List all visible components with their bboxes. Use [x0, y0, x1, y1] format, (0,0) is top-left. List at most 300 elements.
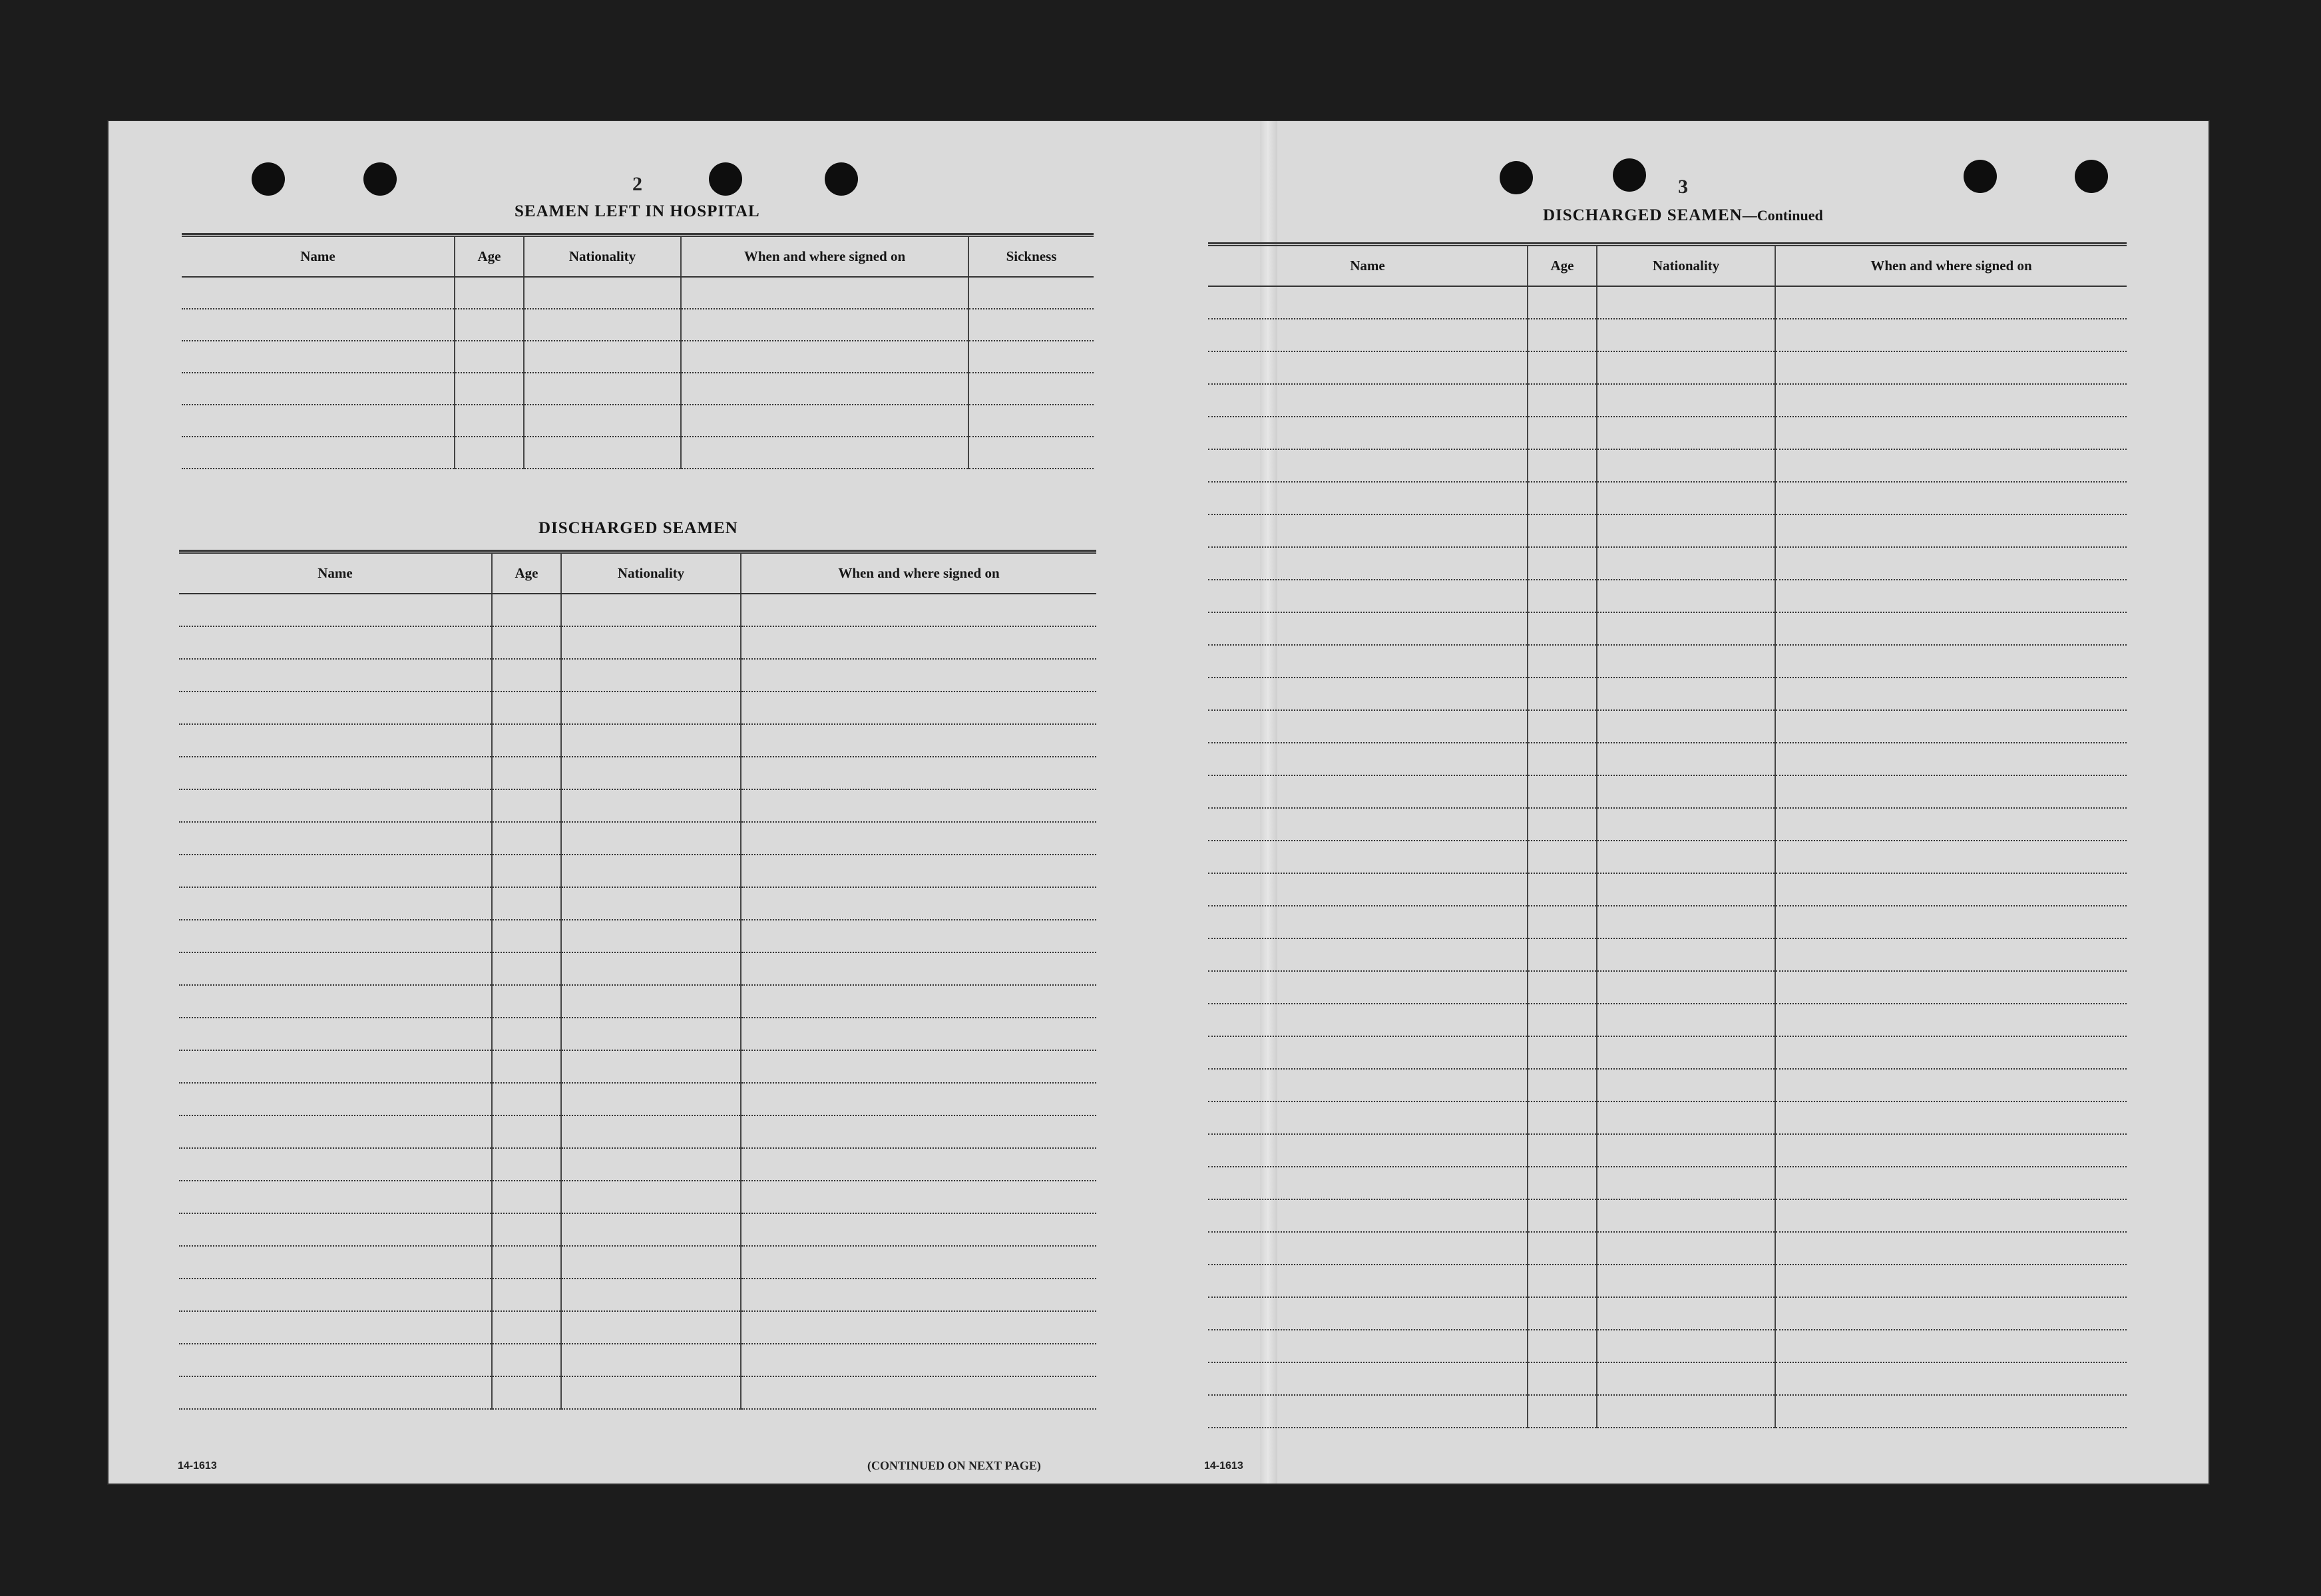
blank-cell [179, 594, 492, 626]
left-page [108, 121, 1154, 1484]
punch-hole [825, 162, 858, 196]
blank-cell [561, 594, 741, 626]
blank-cell [561, 1115, 741, 1148]
table-row [1208, 351, 2127, 384]
blank-cell [1208, 1004, 1528, 1036]
blank-cell [492, 626, 561, 659]
blank-cell [1597, 710, 1775, 743]
blank-cell [1775, 1167, 2127, 1199]
blank-cell [492, 1311, 561, 1344]
blank-cell [1528, 612, 1597, 645]
blank-cell [1775, 938, 2127, 971]
blank-cell [1597, 612, 1775, 645]
blank-cell [1775, 971, 2127, 1004]
blank-cell [524, 437, 681, 469]
blank-cell [1208, 841, 1528, 873]
table-row [1208, 808, 2127, 841]
blank-cell [524, 341, 681, 373]
column-header: When and where signed on [681, 237, 968, 277]
column-header: Nationality [561, 554, 741, 594]
blank-cell [741, 1344, 1096, 1376]
blank-cell [1775, 449, 2127, 482]
blank-cell [1597, 1362, 1775, 1395]
table-row [182, 373, 1094, 405]
blank-cell [1775, 645, 2127, 678]
blank-cell [1528, 775, 1597, 808]
right-page [1167, 121, 2205, 1484]
blank-cell [492, 1083, 561, 1115]
column-header: Age [455, 237, 524, 277]
blank-cell [741, 1213, 1096, 1246]
table-row [1208, 482, 2127, 514]
blank-cell [1208, 1297, 1528, 1330]
blank-cell [561, 757, 741, 789]
blank-cell [179, 1181, 492, 1213]
blank-cell [492, 1050, 561, 1083]
blank-cell [1208, 319, 1528, 351]
table-row [1208, 1167, 2127, 1199]
table-row [179, 1376, 1096, 1409]
blank-cell [741, 985, 1096, 1018]
blank-cell [1208, 873, 1528, 906]
blank-cell [1775, 841, 2127, 873]
discharged-continued-title [1543, 206, 1823, 225]
table-row [179, 1115, 1096, 1148]
blank-cell [1528, 1167, 1597, 1199]
table-row [1208, 645, 2127, 678]
blank-cell [561, 1083, 741, 1115]
table-row [1208, 612, 2127, 645]
blank-cell [1208, 1395, 1528, 1428]
blank-cell [492, 920, 561, 952]
blank-cell [1528, 873, 1597, 906]
blank-cell [1208, 384, 1528, 417]
blank-cell [968, 341, 1094, 373]
blank-cell [1775, 710, 2127, 743]
blank-cell [1775, 1395, 2127, 1428]
blank-cell [1528, 351, 1597, 384]
table-row [1208, 678, 2127, 710]
blank-cell [1208, 1199, 1528, 1232]
blank-cell [1775, 417, 2127, 449]
blank-cell [1528, 678, 1597, 710]
blank-cell [741, 1050, 1096, 1083]
table-row [179, 1181, 1096, 1213]
table-row [179, 1148, 1096, 1181]
table-row [1208, 906, 2127, 938]
table-row [182, 405, 1094, 437]
blank-cell [1775, 678, 2127, 710]
punch-hole [1964, 160, 1997, 193]
blank-cell [741, 1181, 1096, 1213]
blank-cell [1528, 514, 1597, 547]
blank-cell [179, 1050, 492, 1083]
table-row [179, 1311, 1096, 1344]
blank-cell [182, 277, 455, 309]
blank-cell [1775, 514, 2127, 547]
table-row [1208, 1199, 2127, 1232]
blank-cell [492, 594, 561, 626]
blank-cell [1528, 906, 1597, 938]
blank-cell [1775, 775, 2127, 808]
blank-cell [1208, 645, 1528, 678]
blank-cell [681, 437, 968, 469]
blank-cell [741, 1376, 1096, 1409]
blank-cell [1528, 645, 1597, 678]
blank-cell [1208, 417, 1528, 449]
blank-cell [741, 1018, 1096, 1050]
blank-cell [179, 757, 492, 789]
column-header: Sickness [968, 237, 1094, 277]
blank-cell [1775, 482, 2127, 514]
blank-cell [179, 1279, 492, 1311]
table-row [179, 1213, 1096, 1246]
blank-cell [1208, 1362, 1528, 1395]
blank-cell [1597, 384, 1775, 417]
blank-cell [1208, 1101, 1528, 1134]
table-row [1208, 1069, 2127, 1101]
blank-cell [524, 405, 681, 437]
table-row [179, 1050, 1096, 1083]
table-row [1208, 1101, 2127, 1134]
blank-cell [1597, 1004, 1775, 1036]
table-row [1208, 971, 2127, 1004]
blank-cell [1775, 743, 2127, 775]
blank-cell [179, 855, 492, 887]
blank-cell [179, 1148, 492, 1181]
blank-cell [561, 952, 741, 985]
blank-cell [492, 757, 561, 789]
form-code: 14-1613 [1204, 1460, 1243, 1472]
column-header: Name [182, 237, 455, 277]
column-header: Nationality [1597, 246, 1775, 286]
blank-cell [1528, 1134, 1597, 1167]
blank-cell [455, 309, 524, 341]
table-row [1208, 514, 2127, 547]
blank-cell [524, 277, 681, 309]
table-row [179, 855, 1096, 887]
blank-cell [681, 341, 968, 373]
column-header: Name [1208, 246, 1528, 286]
blank-cell [741, 855, 1096, 887]
blank-cell [492, 1181, 561, 1213]
blank-cell [1208, 938, 1528, 971]
blank-cell [1597, 351, 1775, 384]
blank-cell [179, 692, 492, 724]
blank-cell [1775, 808, 2127, 841]
table-row [1208, 286, 2127, 319]
table-row [179, 1018, 1096, 1050]
blank-cell [1775, 384, 2127, 417]
blank-cell [681, 309, 968, 341]
blank-cell [492, 1115, 561, 1148]
blank-cell [1775, 547, 2127, 580]
blank-cell [1528, 1265, 1597, 1297]
table-row [1208, 449, 2127, 482]
blank-cell [561, 659, 741, 692]
punch-hole [2075, 160, 2108, 193]
blank-cell [179, 789, 492, 822]
blank-cell [1528, 580, 1597, 612]
blank-cell [741, 692, 1096, 724]
table-row [1208, 580, 2127, 612]
blank-cell [1528, 743, 1597, 775]
blank-cell [741, 724, 1096, 757]
blank-cell [1208, 1069, 1528, 1101]
blank-cell [1528, 449, 1597, 482]
discharged-section-title: DISCHARGED SEAMEN [538, 519, 738, 537]
punch-hole [709, 162, 742, 196]
table-row [1208, 417, 2127, 449]
blank-cell [681, 405, 968, 437]
blank-cell [741, 887, 1096, 920]
blank-cell [741, 789, 1096, 822]
blank-cell [561, 626, 741, 659]
blank-cell [179, 1344, 492, 1376]
blank-cell [1528, 1232, 1597, 1265]
blank-cell [179, 1246, 492, 1279]
blank-cell [1528, 938, 1597, 971]
blank-cell [1597, 808, 1775, 841]
table-row [1208, 1395, 2127, 1428]
blank-cell [561, 789, 741, 822]
table-row [1208, 775, 2127, 808]
blank-cell [1528, 1004, 1597, 1036]
blank-cell [1775, 1004, 2127, 1036]
table-row [1208, 1330, 2127, 1362]
blank-cell [1208, 514, 1528, 547]
table-row [179, 789, 1096, 822]
blank-cell [1775, 286, 2127, 319]
table-row [179, 887, 1096, 920]
hospital-table [182, 237, 1094, 469]
blank-cell [1597, 1101, 1775, 1134]
page-number: 3 [1678, 176, 1688, 198]
blank-cell [179, 1311, 492, 1344]
blank-cell [1528, 1069, 1597, 1101]
punch-hole [1613, 158, 1646, 192]
blank-cell [1528, 971, 1597, 1004]
column-header: Name [179, 554, 492, 594]
blank-cell [179, 1083, 492, 1115]
table-row [179, 1344, 1096, 1376]
table-row [179, 659, 1096, 692]
blank-cell [1597, 417, 1775, 449]
blank-cell [741, 1148, 1096, 1181]
blank-cell [524, 373, 681, 405]
blank-cell [968, 309, 1094, 341]
blank-cell [1528, 547, 1597, 580]
blank-cell [179, 1018, 492, 1050]
blank-cell [741, 594, 1096, 626]
blank-cell [968, 437, 1094, 469]
table-row [1208, 1362, 2127, 1395]
table-row [179, 626, 1096, 659]
blank-cell [1208, 1330, 1528, 1362]
blank-cell [1528, 1297, 1597, 1330]
blank-cell [741, 757, 1096, 789]
blank-cell [1208, 971, 1528, 1004]
blank-cell [1597, 1199, 1775, 1232]
blank-cell [1208, 775, 1528, 808]
blank-cell [741, 822, 1096, 855]
blank-cell [524, 309, 681, 341]
blank-cell [492, 985, 561, 1018]
form-code: 14-1613 [178, 1460, 217, 1472]
blank-cell [455, 437, 524, 469]
blank-cell [1597, 1395, 1775, 1428]
blank-cell [1597, 319, 1775, 351]
blank-cell [179, 822, 492, 855]
blank-cell [1208, 1265, 1528, 1297]
blank-cell [1597, 678, 1775, 710]
blank-cell [1597, 1297, 1775, 1330]
blank-cell [1597, 1069, 1775, 1101]
blank-cell [182, 341, 455, 373]
discharged-continued-table [1208, 246, 2127, 1428]
blank-cell [1528, 1330, 1597, 1362]
blank-cell [1208, 547, 1528, 580]
blank-cell [561, 920, 741, 952]
blank-cell [1208, 482, 1528, 514]
blank-cell [1208, 580, 1528, 612]
table-row [1208, 1134, 2127, 1167]
blank-cell [1597, 547, 1775, 580]
blank-cell [741, 1115, 1096, 1148]
blank-cell [561, 1148, 741, 1181]
blank-cell [1597, 906, 1775, 938]
blank-cell [561, 1246, 741, 1279]
blank-cell [492, 1344, 561, 1376]
punch-hole [1500, 161, 1533, 194]
blank-cell [492, 1376, 561, 1409]
blank-cell [492, 822, 561, 855]
blank-cell [1597, 1036, 1775, 1069]
table-row [179, 920, 1096, 952]
blank-cell [492, 724, 561, 757]
table-row [1208, 743, 2127, 775]
blank-cell [492, 1213, 561, 1246]
blank-cell [968, 373, 1094, 405]
blank-cell [968, 277, 1094, 309]
blank-cell [741, 1246, 1096, 1279]
blank-cell [182, 309, 455, 341]
continued-note: (CONTINUED ON NEXT PAGE) [867, 1459, 1041, 1472]
table-row [1208, 873, 2127, 906]
blank-cell [455, 373, 524, 405]
blank-cell [1775, 1134, 2127, 1167]
blank-cell [492, 1018, 561, 1050]
blank-cell [1528, 1036, 1597, 1069]
table-row [179, 757, 1096, 789]
blank-cell [1775, 906, 2127, 938]
table-row [182, 309, 1094, 341]
blank-cell [1528, 286, 1597, 319]
blank-cell [561, 1311, 741, 1344]
column-header: Age [1528, 246, 1597, 286]
blank-cell [1597, 449, 1775, 482]
punch-hole [252, 162, 285, 196]
blank-cell [492, 692, 561, 724]
blank-cell [492, 855, 561, 887]
blank-cell [179, 952, 492, 985]
blank-cell [1597, 743, 1775, 775]
blank-cell [561, 855, 741, 887]
blank-cell [182, 373, 455, 405]
blank-cell [1208, 743, 1528, 775]
blank-cell [561, 692, 741, 724]
blank-cell [561, 1050, 741, 1083]
blank-cell [741, 1311, 1096, 1344]
blank-cell [1208, 1167, 1528, 1199]
table-row [182, 277, 1094, 309]
blank-cell [492, 952, 561, 985]
blank-cell [492, 789, 561, 822]
blank-cell [1208, 286, 1528, 319]
blank-cell [1597, 1167, 1775, 1199]
table-row [179, 1246, 1096, 1279]
blank-cell [741, 920, 1096, 952]
blank-cell [561, 887, 741, 920]
blank-cell [1528, 1101, 1597, 1134]
column-header: Age [492, 554, 561, 594]
blank-cell [1775, 1069, 2127, 1101]
table-row [179, 1279, 1096, 1311]
blank-cell [1775, 873, 2127, 906]
blank-cell [741, 952, 1096, 985]
blank-cell [1597, 1265, 1775, 1297]
blank-cell [1597, 841, 1775, 873]
table-row [1208, 1297, 2127, 1330]
blank-cell [455, 277, 524, 309]
page-number: 2 [632, 173, 642, 195]
blank-cell [455, 341, 524, 373]
blank-cell [1208, 1036, 1528, 1069]
column-header: Nationality [524, 237, 681, 277]
blank-cell [179, 724, 492, 757]
blank-cell [179, 1213, 492, 1246]
blank-cell [561, 1279, 741, 1311]
blank-cell [1208, 678, 1528, 710]
blank-cell [1528, 319, 1597, 351]
blank-cell [179, 659, 492, 692]
blank-cell [492, 659, 561, 692]
blank-cell [1775, 612, 2127, 645]
table-row [179, 952, 1096, 985]
blank-cell [179, 920, 492, 952]
blank-cell [741, 659, 1096, 692]
blank-cell [1775, 1330, 2127, 1362]
blank-cell [561, 822, 741, 855]
table-row [182, 437, 1094, 469]
table-row [1208, 710, 2127, 743]
punch-hole [363, 162, 397, 196]
blank-cell [492, 1246, 561, 1279]
blank-cell [561, 985, 741, 1018]
blank-cell [179, 626, 492, 659]
blank-cell [561, 1213, 741, 1246]
table-row [1208, 319, 2127, 351]
blank-cell [1775, 1297, 2127, 1330]
blank-cell [492, 1279, 561, 1311]
blank-cell [741, 626, 1096, 659]
blank-cell [1528, 1199, 1597, 1232]
title-suffix: —Continued [1742, 207, 1823, 224]
table-row [179, 594, 1096, 626]
hospital-section-title: SEAMEN LEFT IN HOSPITAL [515, 202, 760, 220]
blank-cell [1208, 808, 1528, 841]
blank-cell [1208, 906, 1528, 938]
